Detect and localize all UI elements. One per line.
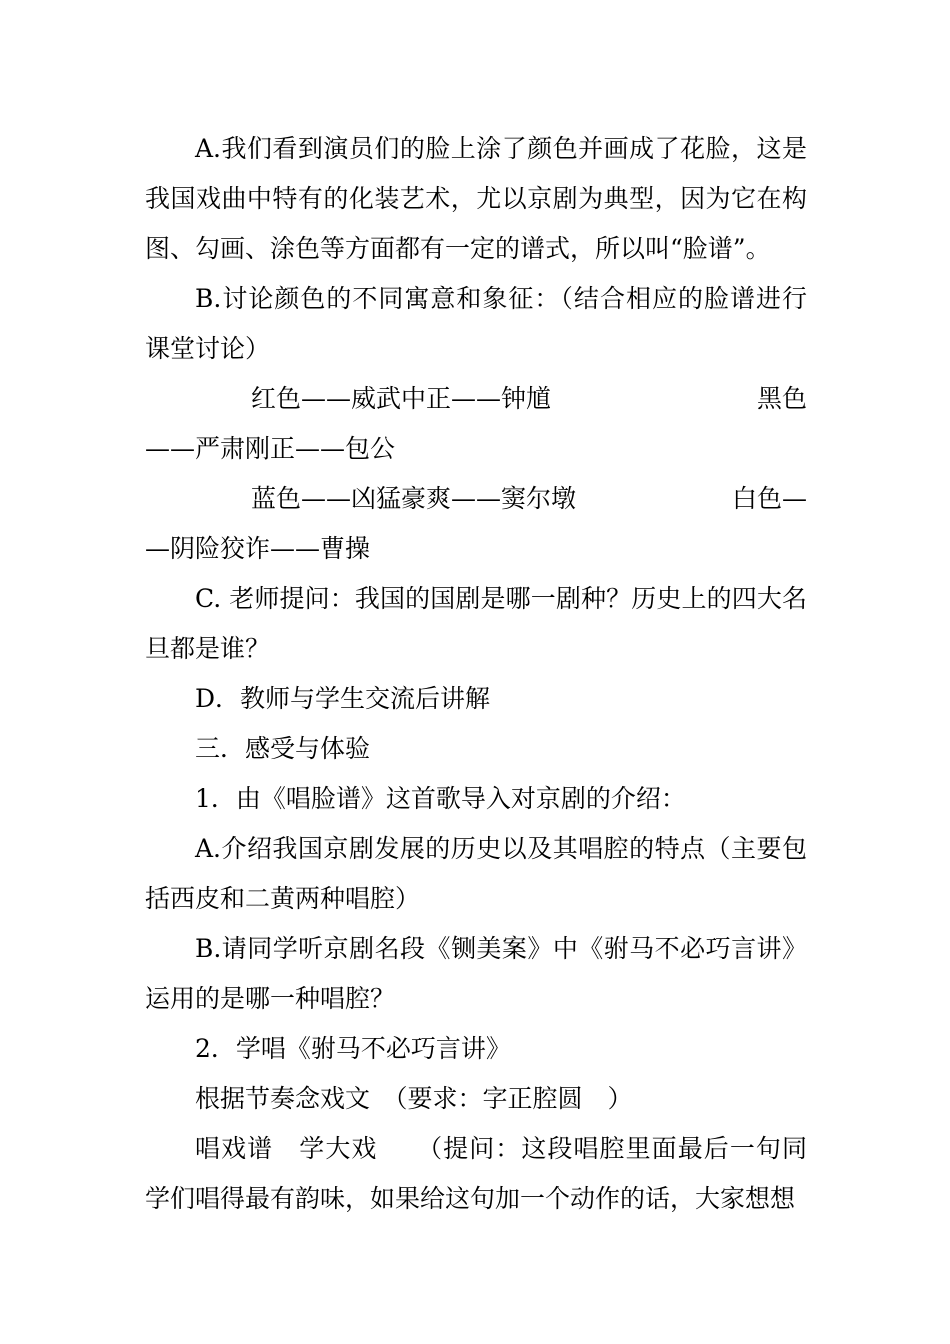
section-3-item-2: 2．学唱《驸马不必巧言讲》	[195, 1034, 511, 1063]
section-3-item-1: 1．由《唱脸谱》这首歌导入对京剧的介绍：	[195, 784, 686, 813]
paragraph-c-teacher-question: C. 老师提问：我国的国剧是哪一剧种？历史上的四大名旦都是谁？	[145, 584, 807, 663]
section-3-item-2a: 根据节奏念戏文 （要求：字正腔圆 ）	[195, 1084, 633, 1113]
section-3-heading: 三．感受与体验	[195, 734, 371, 763]
color-row-black-cont	[145, 424, 807, 474]
color-blue: 蓝色——凶猛豪爽——窦尔墩	[251, 484, 577, 513]
section-3-item-1a: A.介绍我国京剧发展的历史以及其唱腔的特点（主要包括西皮和二黄两种唱腔）	[145, 834, 807, 913]
color-row-white-cont	[145, 524, 807, 574]
paragraph-d-explanation: D．教师与学生交流后讲解	[195, 684, 491, 713]
color-black-end: ——严肃刚正——包公	[145, 434, 396, 463]
color-white-start: 白色—	[731, 484, 807, 513]
section-3-item-1b: B.请同学听京剧名段《铡美案》中《驸马不必巧言讲》运用的是哪一种唱腔？	[145, 934, 807, 1013]
color-red: 红色——威武中正——钟馗	[251, 384, 552, 413]
document-page	[145, 124, 807, 1224]
paragraph-a-facial-makeup: A.我们看到演员们的脸上涂了颜色并画成了花脸，这是我国戏曲中特有的化装艺术，尤以京剧为典型，因为它在构图、勾画、涂色等方面都有一定的谱式，所以叫“脸谱”。	[145, 134, 807, 263]
color-black-start: 黑色	[756, 384, 807, 413]
paragraph-b-color-discussion: B.讨论颜色的不同寓意和象征：（结合相应的脸谱进行课堂讨论）	[145, 284, 807, 363]
color-row-red-black	[145, 374, 807, 424]
color-white-end: —阴险狡诈——曹操	[145, 534, 371, 563]
section-3-item-2b: 唱戏谱 学大戏 （提问：这段唱腔里面最后一句同学们唱得最有韵味，如果给这句加一个动作的话，大家想想	[145, 1134, 807, 1213]
color-row-blue-white	[145, 474, 807, 524]
